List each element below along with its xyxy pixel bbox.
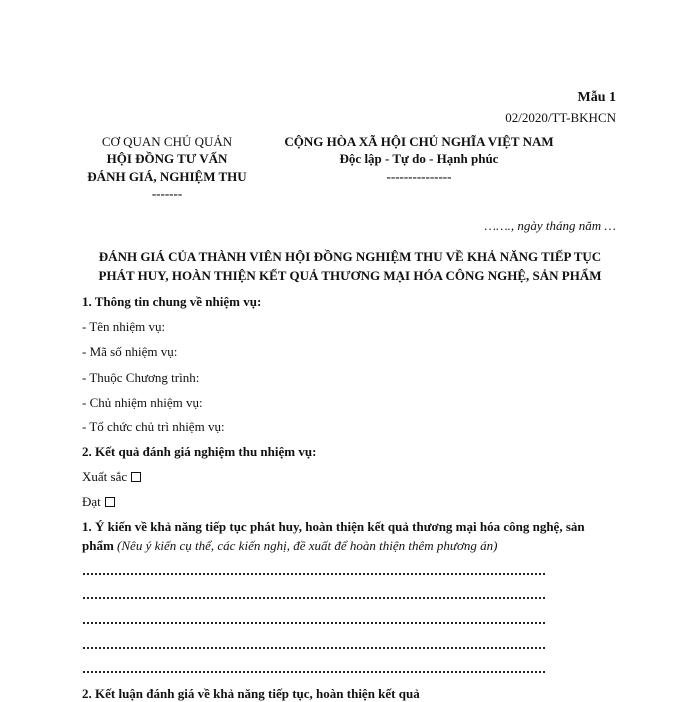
document-title-line1: ĐÁNH GIÁ CỦA THÀNH VIÊN HỘI ĐỒNG NGHIỆM THU VỀ KHẢ NĂNG TIẾP TỤC xyxy=(98,249,602,264)
field-host-organization: - Tổ chức chủ trì nhiệm vụ: xyxy=(82,419,225,434)
council-name: HỘI ĐỒNG TƯ VẤN xyxy=(106,151,228,166)
answer-line-5[interactable] xyxy=(83,671,545,673)
section-general-info-heading: 1. Thông tin chung về nhiệm vụ: xyxy=(82,294,262,309)
country-name: CỘNG HÒA XÃ HỘI CHỦ NGHĨA VIỆT NAM xyxy=(284,134,554,149)
governing-agency: CƠ QUAN CHỦ QUẢN xyxy=(101,134,233,149)
field-task-name: - Tên nhiệm vụ: xyxy=(82,319,166,334)
answer-line-1[interactable] xyxy=(83,573,545,575)
left-separator: ------- xyxy=(151,186,183,201)
section-opinion-heading: 1. Ý kiến về khả năng tiếp tục phát huy, hoàn thiện kết quả thương mại hóa công nghệ, sản xyxy=(82,519,585,534)
circular-number: 02/2020/TT-BKHCN xyxy=(505,110,616,125)
section-opinion-product-word: phẩm xyxy=(82,538,114,553)
excellent-checkbox[interactable] xyxy=(131,472,141,482)
option-pass-label: Đạt xyxy=(82,494,101,509)
national-motto: Độc lập - Tự do - Hạnh phúc xyxy=(339,151,499,166)
date-line: ……., ngày tháng năm … xyxy=(484,218,616,233)
document-title-line2: PHÁT HUY, HOÀN THIỆN KẾT QUẢ THƯƠNG MẠI HÓA CÔNG NGHỆ, SẢN PHẨM xyxy=(98,268,602,283)
answer-line-3[interactable] xyxy=(83,622,545,624)
option-excellent[interactable] xyxy=(82,469,141,485)
field-task-leader: - Chủ nhiệm nhiệm vụ: xyxy=(82,395,203,410)
option-excellent-label: Xuất sắc xyxy=(82,469,128,484)
field-task-code: - Mã số nhiệm vụ: xyxy=(82,344,178,359)
section-conclusion-heading: 2. Kết luận đánh giá về khả năng tiếp tục, hoàn thiện kết quả xyxy=(82,686,420,701)
option-pass[interactable] xyxy=(82,494,115,510)
right-separator: --------------- xyxy=(386,169,452,184)
section-opinion-instruction: (Nêu ý kiến cụ thể, các kiến nghị, đề xuất để hoàn thiện thêm phương án) xyxy=(117,538,498,553)
section-evaluation-result-heading: 2. Kết quả đánh giá nghiệm thu nhiệm vụ: xyxy=(82,444,317,459)
section-opinion-subheading xyxy=(82,538,498,554)
field-program: - Thuộc Chương trình: xyxy=(82,370,200,385)
form-number: Mẫu 1 xyxy=(577,90,616,105)
answer-line-2[interactable] xyxy=(83,597,545,599)
pass-checkbox[interactable] xyxy=(105,497,115,507)
answer-line-4[interactable] xyxy=(83,647,545,649)
council-function: ĐÁNH GIÁ, NGHIỆM THU xyxy=(87,169,247,184)
